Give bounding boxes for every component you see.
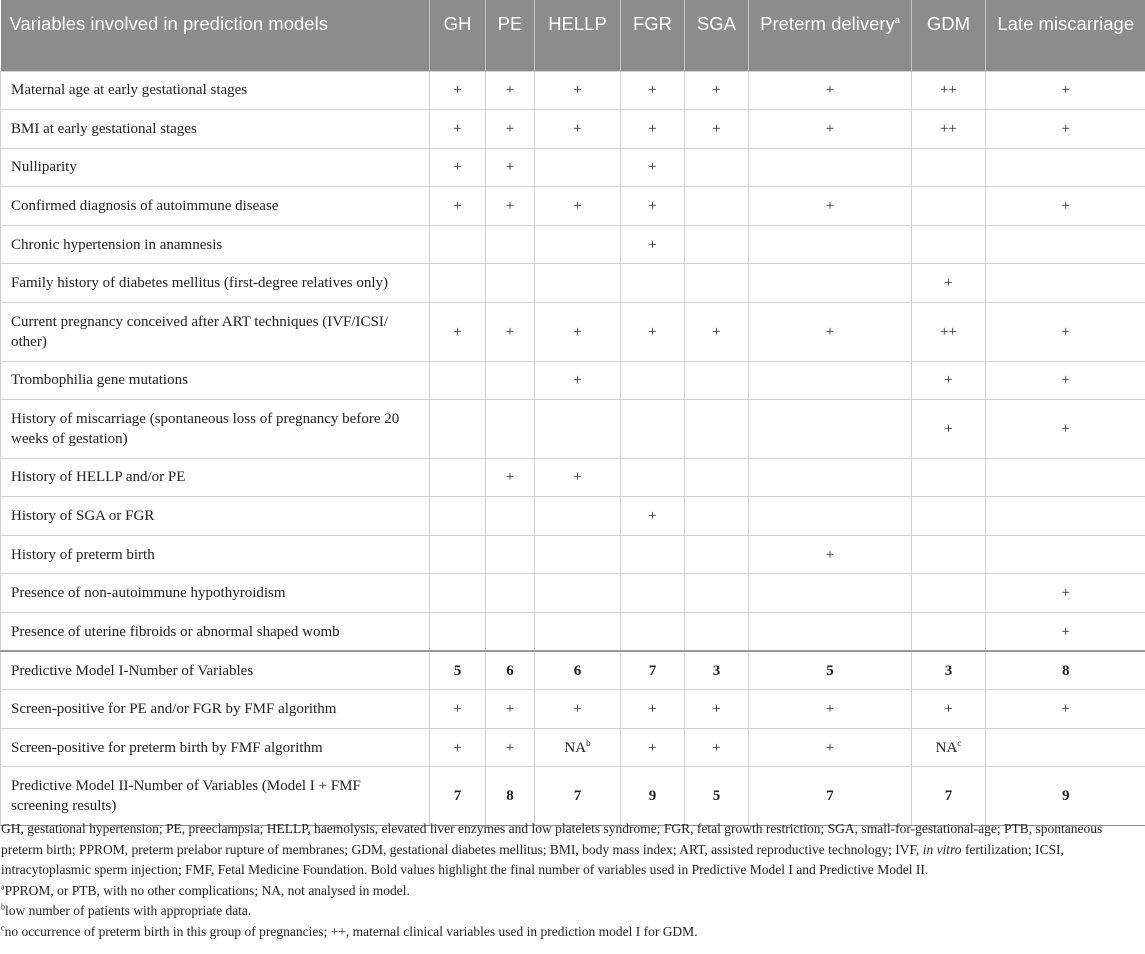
cell-gh	[430, 613, 486, 652]
cell-sga	[685, 148, 749, 187]
cell-sga	[685, 613, 749, 652]
cell-preterm	[749, 497, 912, 536]
cell-late	[986, 187, 1145, 226]
cell-gh	[430, 110, 486, 149]
cell-value: +	[825, 323, 835, 340]
cell-preterm	[749, 574, 912, 613]
cell-preterm	[749, 110, 912, 149]
row-label: Presence of non-autoimmune hypothyroidism	[1, 574, 430, 613]
header-preterm-label: Preterm delivery	[760, 13, 895, 34]
cell-preterm	[749, 690, 912, 729]
cell-pe	[486, 71, 535, 110]
cell-hellp	[535, 187, 621, 226]
cell-late	[986, 651, 1145, 690]
cell-value: +	[453, 159, 462, 176]
row-label: Screen-positive for PE and/or FGR by FMF algorithm	[1, 690, 430, 729]
cell-gh	[430, 225, 486, 264]
cell-gdm	[912, 574, 986, 613]
table-row	[1, 767, 1145, 826]
cell-gdm	[912, 71, 986, 110]
row-label: Confirmed diagnosis of autoimmune disease	[1, 187, 430, 226]
cell-late	[986, 71, 1145, 110]
row-label: Current pregnancy conceived after ART techniques (IVF/ICSI/ other)	[1, 303, 430, 362]
cell-value: +	[453, 323, 462, 340]
table-row	[1, 728, 1145, 767]
cell-value: +	[573, 82, 582, 99]
cell-preterm	[749, 458, 912, 497]
cell-fgr	[621, 187, 685, 226]
cell-sga	[685, 71, 749, 110]
header-hellp: HELLP	[535, 0, 621, 71]
cell-pe	[486, 225, 535, 264]
cell-gdm	[912, 767, 986, 826]
cell-value: +	[648, 739, 657, 756]
cell-pe	[486, 728, 535, 767]
cell-sga	[685, 535, 749, 574]
cell-pe	[486, 767, 535, 826]
cell-value: 8	[506, 788, 514, 805]
cell-pe	[486, 148, 535, 187]
row-label: Screen-positive for preterm birth by FMF algorithm	[1, 728, 430, 767]
cell-value: 5	[826, 662, 834, 679]
cell-pe	[486, 400, 535, 459]
row-label: Predictive Model II-Number of Variables (Model I + FMF screening results)	[1, 767, 430, 826]
cell-preterm	[749, 535, 912, 574]
cell-gh	[430, 767, 486, 826]
table-row	[1, 690, 1145, 729]
cell-gh	[430, 303, 486, 362]
cell-value: +	[505, 159, 515, 176]
cell-value: +	[944, 420, 953, 437]
cell-value: +	[712, 739, 721, 756]
table-row	[1, 361, 1145, 400]
cell-gdm	[912, 535, 986, 574]
header-gdm: GDM	[912, 0, 986, 71]
table-row	[1, 148, 1145, 187]
cell-value: +	[1061, 120, 1070, 137]
row-label: Predictive Model I-Number of Variables	[1, 651, 430, 690]
cell-late	[986, 767, 1145, 826]
cell-value: +	[1061, 323, 1070, 340]
cell-preterm	[749, 767, 912, 826]
cell-late	[986, 458, 1145, 497]
cell-hellp	[535, 303, 621, 362]
cell-hellp	[535, 767, 621, 826]
cell-value: +	[648, 701, 657, 718]
cell-value: +	[648, 323, 657, 340]
cell-sga	[685, 458, 749, 497]
table-row	[1, 400, 1145, 459]
cell-late	[986, 400, 1145, 459]
cell-preterm	[749, 613, 912, 652]
header-variables: Variables involved in prediction models	[1, 0, 430, 71]
header-preterm-footnote-mark: a	[894, 14, 900, 25]
cell-pe	[486, 303, 535, 362]
cell-value: +	[573, 120, 582, 137]
row-label: Maternal age at early gestational stages	[1, 71, 430, 110]
cell-pe	[486, 187, 535, 226]
table-row	[1, 225, 1145, 264]
header-sga: SGA	[685, 0, 749, 71]
cell-value: +	[505, 701, 515, 718]
cell-value: +	[453, 120, 462, 137]
cell-value: +	[573, 372, 582, 389]
cell-value: 7	[944, 788, 953, 805]
cell-fgr	[621, 651, 685, 690]
cell-fgr	[621, 361, 685, 400]
cell-value: +	[712, 323, 721, 340]
cell-late	[986, 361, 1145, 400]
cell-value: +	[944, 701, 953, 718]
cell-preterm	[749, 264, 912, 303]
cell-value: 7	[573, 788, 582, 805]
cell-preterm	[749, 187, 912, 226]
cell-gdm	[912, 400, 986, 459]
cell-sga	[685, 264, 749, 303]
row-label: Chronic hypertension in anamnesis	[1, 225, 430, 264]
row-label: History of preterm birth	[1, 535, 430, 574]
cell-value: +	[1061, 372, 1070, 389]
cell-hellp	[535, 690, 621, 729]
cell-sga	[685, 574, 749, 613]
cell-value: +	[712, 82, 721, 99]
cell-gdm	[912, 225, 986, 264]
cell-value: +	[505, 82, 515, 99]
cell-value: 7	[453, 788, 462, 805]
cell-value: +	[1061, 585, 1070, 602]
cell-fgr	[621, 613, 685, 652]
row-label: Nulliparity	[1, 148, 430, 187]
cell-gh	[430, 497, 486, 536]
cell-value: +	[505, 323, 515, 340]
header-row	[1, 0, 1145, 71]
cell-value: +	[648, 82, 657, 99]
cell-hellp	[535, 264, 621, 303]
cell-value: +	[825, 82, 835, 99]
cell-late	[986, 497, 1145, 536]
cell-value: NA	[935, 739, 958, 756]
cell-value: +	[573, 198, 582, 215]
row-label: History of HELLP and/or PE	[1, 458, 430, 497]
cell-late	[986, 110, 1145, 149]
cell-hellp	[535, 535, 621, 574]
table-row	[1, 71, 1145, 110]
cell-value: +	[453, 198, 462, 215]
cell-value: +	[573, 323, 582, 340]
cell-preterm	[749, 225, 912, 264]
cell-late	[986, 264, 1145, 303]
cell-sga	[685, 497, 749, 536]
cell-pe	[486, 458, 535, 497]
cell-hellp	[535, 400, 621, 459]
cell-sga	[685, 187, 749, 226]
row-label: Presence of uterine fibroids or abnormal shaped womb	[1, 613, 430, 652]
footnote-a: $^a$PPROM, or PTB, with no other complications; NA, not analysed in model.	[1, 882, 410, 898]
cell-hellp	[535, 497, 621, 536]
cell-value: +	[712, 701, 721, 718]
cell-value: +	[1061, 623, 1070, 640]
cell-late	[986, 303, 1145, 362]
header-preterm	[749, 0, 912, 71]
cell-hellp	[535, 651, 621, 690]
cell-value: +	[648, 198, 657, 215]
cell-gh	[430, 574, 486, 613]
cell-gdm	[912, 651, 986, 690]
cell-hellp	[535, 613, 621, 652]
cell-late	[986, 225, 1145, 264]
cell-gdm	[912, 458, 986, 497]
cell-value: +	[825, 120, 835, 137]
table-row	[1, 497, 1145, 536]
cell-pe	[486, 574, 535, 613]
cell-value: +	[573, 469, 582, 486]
cell-value: 9	[648, 788, 657, 805]
cell-fgr	[621, 497, 685, 536]
row-label: History of SGA or FGR	[1, 497, 430, 536]
table-row	[1, 187, 1145, 226]
cell-value: +	[712, 120, 721, 137]
cell-late	[986, 613, 1145, 652]
cell-value: +	[1061, 82, 1070, 99]
cell-hellp	[535, 458, 621, 497]
cell-preterm	[749, 303, 912, 362]
cell-sga	[685, 690, 749, 729]
table-row	[1, 574, 1145, 613]
cell-value: 6	[506, 662, 514, 679]
cell-value: +	[825, 546, 835, 563]
cell-late	[986, 728, 1145, 767]
cell-gdm	[912, 148, 986, 187]
cell-value: +	[505, 198, 515, 215]
cell-fgr	[621, 110, 685, 149]
table-row	[1, 264, 1145, 303]
cell-fgr	[621, 400, 685, 459]
cell-preterm	[749, 148, 912, 187]
abbreviations-note: GH, gestational hypertension; PE, preeclampsia; HELLP, haemolysis, elevated liver enzymes and low platelets syndrome; FGR, fetal growth restriction; SGA, small-for-gestational-age; PTB, spontaneous preterm birth; PPROM, preterm prelabor rupture of membranes; GDM, gestational diabetes mellitus; BMI, body mass index; ART, assisted reproductive technology; IVF, in vitro fertilization; ICSI, intracytoplasmic sperm injection; FMF, Fetal Medicine Foundation. Bold values highlight the final number of variables used in Predictive Model I and Predictive Model II.	[1, 821, 1103, 877]
cell-preterm	[749, 361, 912, 400]
cell-gh	[430, 400, 486, 459]
table-row	[1, 651, 1145, 690]
cell-preterm	[749, 400, 912, 459]
row-label: Trombophilia gene mutations	[1, 361, 430, 400]
cell-value: 7	[648, 662, 657, 679]
cell-preterm	[749, 728, 912, 767]
cell-value: ++	[940, 82, 957, 99]
cell-fgr	[621, 225, 685, 264]
cell-footnote-mark: b	[586, 737, 591, 748]
cell-hellp	[535, 71, 621, 110]
cell-value: ++	[940, 120, 957, 137]
cell-preterm	[749, 71, 912, 110]
cell-value: +	[825, 198, 835, 215]
header-fgr: FGR	[621, 0, 685, 71]
cell-value: 5	[712, 788, 721, 805]
cell-hellp	[535, 110, 621, 149]
cell-value: +	[505, 120, 515, 137]
header-late-miscarriage: Late miscarriage	[986, 0, 1145, 71]
footnote-b: $^b$low number of patients with appropriate data.	[1, 902, 252, 918]
footnote-c: $^c$no occurrence of preterm birth in this group of pregnancies; ++, maternal clinical variables used in prediction model I for GDM.	[1, 923, 698, 939]
cell-late	[986, 690, 1145, 729]
table-row	[1, 613, 1145, 652]
cell-value: +	[453, 82, 462, 99]
cell-value: +	[1061, 701, 1070, 718]
cell-gh	[430, 264, 486, 303]
cell-gdm	[912, 361, 986, 400]
table-row	[1, 458, 1145, 497]
cell-pe	[486, 651, 535, 690]
cell-fgr	[621, 728, 685, 767]
header-gh: GH	[430, 0, 486, 71]
cell-preterm	[749, 651, 912, 690]
cell-sga	[685, 651, 749, 690]
cell-fgr	[621, 535, 685, 574]
cell-pe	[486, 690, 535, 729]
cell-gh	[430, 458, 486, 497]
cell-value: 9	[1062, 788, 1070, 805]
cell-gdm	[912, 264, 986, 303]
cell-value: +	[505, 469, 515, 486]
cell-pe	[486, 110, 535, 149]
cell-fgr	[621, 767, 685, 826]
cell-value: +	[944, 372, 953, 389]
cell-fgr	[621, 458, 685, 497]
row-label: History of miscarriage (spontaneous loss of pregnancy before 20 weeks of gestation)	[1, 400, 430, 459]
cell-hellp	[535, 148, 621, 187]
row-label: BMI at early gestational stages	[1, 110, 430, 149]
cell-sga	[685, 303, 749, 362]
cell-value: +	[453, 701, 462, 718]
cell-gdm	[912, 728, 986, 767]
cell-pe	[486, 613, 535, 652]
cell-value: 3	[712, 662, 721, 679]
cell-pe	[486, 497, 535, 536]
cell-value: NA	[564, 739, 587, 756]
cell-gh	[430, 187, 486, 226]
cell-hellp	[535, 361, 621, 400]
cell-fgr	[621, 690, 685, 729]
cell-gdm	[912, 497, 986, 536]
cell-gdm	[912, 303, 986, 362]
cell-sga	[685, 225, 749, 264]
table-footnotes	[0, 819, 1131, 942]
cell-value: +	[648, 120, 657, 137]
table-row	[1, 303, 1145, 362]
cell-gh	[430, 361, 486, 400]
header-pe: PE	[486, 0, 535, 71]
cell-value: +	[648, 236, 657, 253]
cell-pe	[486, 361, 535, 400]
cell-value: 6	[573, 662, 582, 679]
cell-pe	[486, 535, 535, 574]
cell-value: ++	[940, 323, 957, 340]
cell-pe	[486, 264, 535, 303]
cell-value: +	[825, 701, 835, 718]
cell-hellp	[535, 225, 621, 264]
cell-value: +	[453, 739, 462, 756]
cell-value: 7	[826, 788, 834, 805]
cell-footnote-mark: c	[957, 737, 962, 748]
cell-gh	[430, 148, 486, 187]
cell-gdm	[912, 690, 986, 729]
row-label: Family history of diabetes mellitus (first-degree relatives only)	[1, 264, 430, 303]
cell-late	[986, 535, 1145, 574]
cell-value: 8	[1062, 662, 1070, 679]
cell-sga	[685, 361, 749, 400]
cell-fgr	[621, 71, 685, 110]
cell-sga	[685, 767, 749, 826]
cell-gdm	[912, 187, 986, 226]
cell-sga	[685, 400, 749, 459]
cell-value: +	[648, 159, 657, 176]
cell-value: +	[944, 275, 953, 292]
table-row	[1, 110, 1145, 149]
cell-value: +	[505, 739, 515, 756]
cell-late	[986, 148, 1145, 187]
cell-gh	[430, 728, 486, 767]
cell-gh	[430, 690, 486, 729]
cell-fgr	[621, 148, 685, 187]
cell-gh	[430, 535, 486, 574]
cell-value: +	[573, 701, 582, 718]
table-row	[1, 535, 1145, 574]
cell-gh	[430, 71, 486, 110]
cell-fgr	[621, 303, 685, 362]
cell-value: 5	[453, 662, 462, 679]
cell-gdm	[912, 613, 986, 652]
cell-fgr	[621, 264, 685, 303]
cell-sga	[685, 728, 749, 767]
cell-gdm	[912, 110, 986, 149]
cell-value: +	[825, 739, 835, 756]
cell-value: +	[648, 508, 657, 525]
cell-value: 3	[944, 662, 953, 679]
cell-late	[986, 574, 1145, 613]
cell-fgr	[621, 574, 685, 613]
cell-sga	[685, 110, 749, 149]
cell-value: +	[1061, 198, 1070, 215]
cell-hellp	[535, 728, 621, 767]
cell-gh	[430, 651, 486, 690]
cell-hellp	[535, 574, 621, 613]
cell-value: +	[1061, 420, 1070, 437]
